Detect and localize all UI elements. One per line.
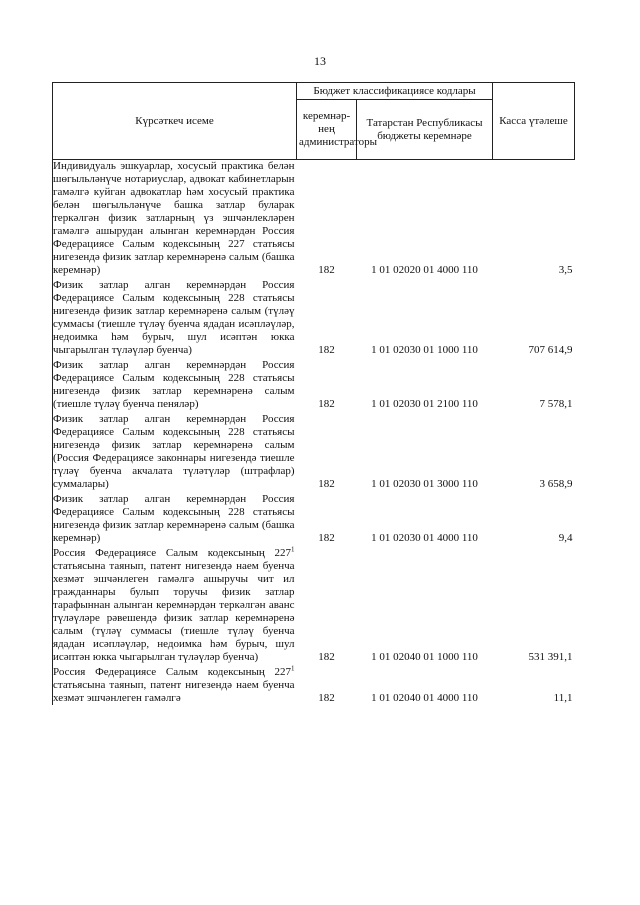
admin-code: 182: [318, 398, 335, 410]
cash-amount: 9,4: [558, 532, 573, 544]
indicator-name: [53, 664, 297, 705]
indicator-name-part: Россия Федерациясе Салым кодексының 227: [53, 666, 291, 678]
table-row: [53, 545, 575, 664]
cash-amount: 707 614,9: [528, 344, 573, 356]
table-row: [53, 664, 575, 705]
indicator-name-part: статьясына таянып, патент нигезендә наем буенча хезмәт эшчәнлеген гамәлгә: [53, 679, 295, 704]
article-superscript: 1: [291, 545, 295, 554]
admin-code: 182: [318, 692, 335, 704]
table-row: [53, 160, 575, 278]
indicator-name: Физик затлар алган керемнәрдән Россия Федерациясе Салым кодексының 228 статьясы нигезендә физик затлар керемнәренә салым (башка керемнәр): [53, 493, 295, 544]
indicator-name-part: Россия Федерациясе Салым кодексының 227: [53, 547, 291, 559]
cash-amount: 531 391,1: [528, 651, 573, 663]
indicator-name: Физик затлар алган керемнәрдән Россия Федерациясе Салым кодексының 228 статьясы нигезендә физик затлар керемнәренә салым (тиешле түләү буенча пеняләр): [53, 359, 295, 410]
table-row: [53, 277, 575, 357]
table-row: [53, 411, 575, 491]
page-number: 13: [314, 54, 326, 68]
classification-code: 1 01 02020 01 4000 110: [371, 264, 478, 276]
cash-amount: 7 578,1: [539, 398, 573, 410]
admin-code: 182: [318, 264, 335, 276]
classification-code: 1 01 02040 01 1000 110: [371, 651, 478, 663]
indicator-name: Физик затлар алган керемнәрдән Россия Федерациясе Салым кодексының 228 статьясы нигезендә физик затлар керемнәренә салым (Россия Федерациясе законнары нигезендә тиешле түләү буенча акчалата түләтүләр (штрафлар) суммалары): [53, 413, 295, 490]
admin-code: 182: [318, 651, 335, 663]
admin-code: 182: [318, 478, 335, 490]
indicator-name-part: статьясына таянып, патент нигезендә наем буенча хезмәт эшчәнлеген гамәлгә ашыручы чит ил гражданнары булып торучы физик затлар тарафыннан алынган керемнәрдән теркәлгән аванс түләүләре рәвешендә физик затлар керемнәренә салым (түләү суммасы (тиешле түләү буенча ядадан исәпләүләр, недоимка һәм бурыч, шул исәптән юкка чыгарылган түләүләр буенча): [53, 560, 295, 663]
header-cash-execution: Касса үтәлеше: [493, 83, 575, 160]
table-row: [53, 491, 575, 545]
article-superscript: 1: [291, 664, 295, 673]
budget-revenue-table: [52, 82, 575, 705]
header-revenue-admin: керемнәр-нең администраторы: [297, 100, 357, 160]
indicator-name: [53, 545, 297, 664]
classification-code: 1 01 02030 01 1000 110: [371, 344, 478, 356]
indicator-name: Индивидуаль эшкуарлар, хосусый практика белән шөгыльләнүче нотариуслар, адвокат кабинетларын гамәлгә куйган адвокатлар һәм хосусый практика белән шөгыльләнүче башка затлар буларак теркәлгән физик затларның үз эшчәнлекләрен гамәлгә ашырудан алынган керемнәрдән Россия Федерациясе Салым кодексының 227 статьясы нигезендә физик затлар керемнәренә салым (башка керемнәр): [53, 160, 295, 276]
header-revenue-code: Татарстан Республикасы бюджеты керемнәре: [357, 100, 493, 160]
table-row: [53, 357, 575, 411]
cash-amount: 11,1: [553, 692, 573, 704]
cash-amount: 3,5: [558, 264, 573, 276]
classification-code: 1 01 02030 01 4000 110: [371, 532, 478, 544]
classification-code: 1 01 02030 01 2100 110: [371, 398, 478, 410]
cash-amount: 3 658,9: [539, 478, 573, 490]
header-indicator-name: Күрсәткеч исеме: [53, 83, 297, 160]
admin-code: 182: [318, 344, 335, 356]
admin-code: 182: [318, 532, 335, 544]
indicator-name: Физик затлар алган керемнәрдән Россия Федерациясе Салым кодексының 228 статьясы нигезендә физик затлар керемнәренә салым (түләү суммасы (тиешле түләү буенча ядадан исәпләүләр, недоимка һәм бурыч, шул исәптән юкка чыгарылган түләүләр буенча): [53, 279, 295, 356]
header-budget-codes: Бюджет классификациясе кодлары: [297, 83, 493, 100]
classification-code: 1 01 02040 01 4000 110: [371, 692, 478, 704]
classification-code: 1 01 02030 01 3000 110: [371, 478, 478, 490]
